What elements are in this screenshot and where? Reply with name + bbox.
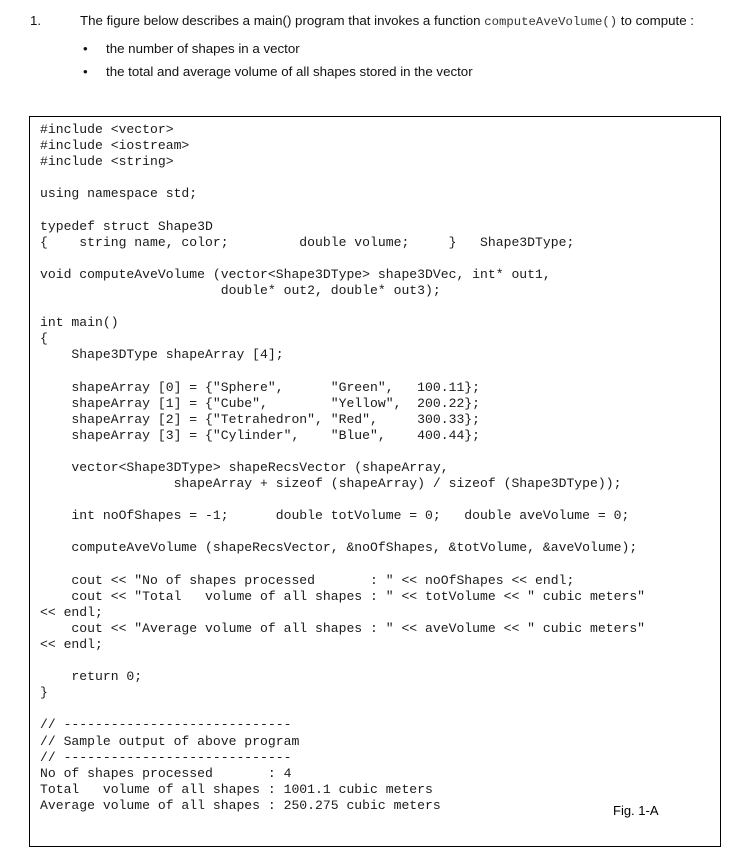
code-listing: [40, 122, 645, 814]
code-line: cout << "Average volume of all shapes : " << aveVolume << " cubic meters": [40, 620, 646, 636]
bullet-list: [80, 41, 710, 80]
code-line: int noOfShapes = -1; double totVolume = 0; double aveVolume = 0;: [40, 508, 630, 524]
code-figure: [29, 116, 721, 847]
code-line: cout << "Total volume of all shapes : " << totVolume << " cubic meters": [40, 588, 646, 604]
figure-label: Fig. 1-A: [613, 803, 659, 818]
code-line: [40, 444, 645, 460]
code-line: shapeArray [3] = {"Cylinder", "Blue", 400.44};: [40, 427, 481, 443]
code-line: {: [40, 331, 48, 347]
code-line: [40, 202, 645, 218]
code-line: // -----------------------------: [40, 717, 292, 733]
code-line: << endl;: [40, 604, 103, 620]
question-text: [80, 12, 710, 31]
bullet-icon: •: [83, 41, 88, 56]
code-line: [40, 524, 645, 540]
code-line: typedef struct Shape3D: [40, 218, 213, 234]
code-line: // -----------------------------: [40, 749, 292, 765]
code-line: computeAveVolume (shapeRecsVector, &noOfShapes, &totVolume, &aveVolume);: [40, 540, 638, 556]
code-line: [40, 557, 645, 573]
code-line: [40, 299, 645, 315]
code-line: [40, 492, 645, 508]
code-line: [40, 363, 645, 379]
code-line: vector<Shape3DType> shapeRecsVector (shapeArray,: [40, 459, 449, 475]
code-line: return 0;: [40, 669, 143, 685]
code-line: cout << "No of shapes processed : " << noOfShapes << endl;: [40, 572, 575, 588]
code-line: shapeArray [1] = {"Cube", "Yellow", 200.22};: [40, 395, 481, 411]
code-line: #include <string>: [40, 154, 174, 170]
code-line: int main(): [40, 315, 119, 331]
bullet-icon: •: [83, 64, 88, 79]
bullet-item: [80, 64, 710, 80]
code-line: { string name, color; double volume; } Shape3DType;: [40, 234, 575, 250]
code-line: }: [40, 685, 48, 701]
code-line: No of shapes processed : 4: [40, 765, 292, 781]
code-line: [40, 653, 645, 669]
question-block: [30, 12, 710, 87]
code-line: // Sample output of above program: [40, 733, 300, 749]
bullet-text: the total and average volume of all shapes stored in the vector: [106, 64, 473, 79]
code-line: #include <vector>: [40, 122, 174, 137]
code-line: shapeArray [2] = {"Tetrahedron", "Red", 300.33};: [40, 411, 481, 427]
function-name: computeAveVolume(): [484, 15, 618, 29]
code-line: shapeArray + sizeof (shapeArray) / sizeof (Shape3DType));: [40, 476, 622, 492]
code-line: Shape3DType shapeArray [4];: [40, 347, 284, 363]
code-line: [40, 251, 645, 267]
code-line: [40, 701, 645, 717]
bullet-text: the number of shapes in a vector: [106, 41, 300, 56]
code-line: Total volume of all shapes : 1001.1 cubic meters: [40, 781, 433, 797]
code-line: using namespace std;: [40, 186, 198, 202]
code-line: #include <iostream>: [40, 138, 190, 154]
code-line: shapeArray [0] = {"Sphere", "Green", 100.11};: [40, 379, 481, 395]
code-line: Average volume of all shapes : 250.275 cubic meters: [40, 797, 441, 813]
code-line: [40, 170, 645, 186]
question-intro-tail: to compute :: [617, 13, 694, 28]
code-line: << endl;: [40, 637, 103, 652]
code-line: double* out2, double* out3);: [40, 282, 441, 298]
code-line: void computeAveVolume (vector<Shape3DType> shape3DVec, int* out1,: [40, 266, 551, 282]
bullet-item: [80, 41, 710, 57]
question-number: 1.: [30, 13, 42, 28]
question-intro: The figure below describes a main() program that invokes a function: [80, 13, 485, 28]
